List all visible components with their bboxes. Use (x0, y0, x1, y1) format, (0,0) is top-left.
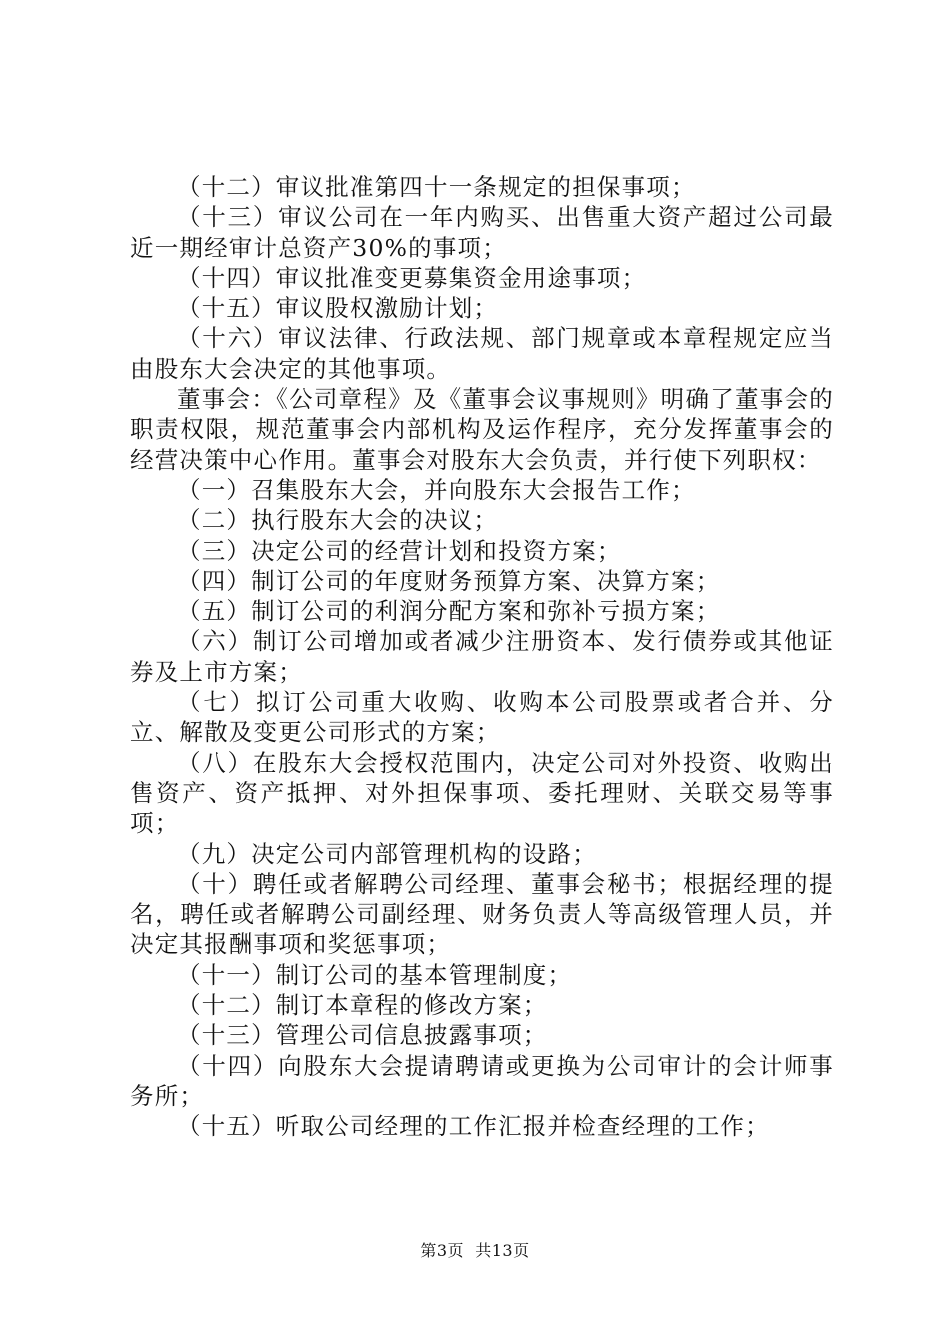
paragraph: 董事会：《公司章程》及《董事会议事规则》明确了董事会的职责权限，规范董事会内部机构及运作程序，充分发挥董事会的经营决策中心作用。董事会对股东大会负责，并行使下列职权： (130, 385, 834, 474)
document-body (130, 172, 834, 1142)
paragraph: （二）执行股东大会的决议； (177, 506, 499, 535)
paragraph: （十五）听取公司经理的工作汇报并检查经理的工作； (177, 1112, 770, 1141)
paragraph: （十五）审议股权激励计划； (177, 294, 499, 323)
paragraph: （十三）审议公司在一年内购买、出售重大资产超过公司最近一期经审计总资产30%的事项； (130, 203, 834, 262)
paragraph: （十四）审议批准变更募集资金用途事项； (177, 263, 647, 292)
paragraph: （十四）向股东大会提请聘请或更换为公司审计的会计师事务所； (130, 1051, 834, 1110)
paragraph: （十一）制订公司的基本管理制度； (177, 960, 573, 989)
paragraph: （九）决定公司内部管理机构的设路； (177, 839, 597, 868)
paragraph: （一）召集股东大会，并向股东大会报告工作； (177, 475, 696, 504)
paragraph: （五）制订公司的利润分配方案和弥补亏损方案； (177, 597, 721, 626)
page-footer (0, 1241, 950, 1261)
paragraph: （十六）审议法律、行政法规、部门规章或本章程规定应当由股东大会决定的其他事项。 (130, 324, 834, 383)
paragraph: （十三）管理公司信息披露事项； (177, 1021, 548, 1050)
paragraph: （四）制订公司的年度财务预算方案、决算方案； (177, 566, 721, 595)
page-number: 第3页 (420, 1241, 465, 1260)
paragraph: （七）拟订公司重大收购、收购本公司股票或者合并、分立、解散及变更公司形式的方案； (130, 688, 834, 747)
paragraph: （六）制订公司增加或者减少注册资本、发行债券或其他证券及上市方案； (130, 627, 834, 686)
paragraph: （十）聘任或者解聘公司经理、董事会秘书；根据经理的提名，聘任或者解聘公司副经理、财务负责人等高级管理人员，并决定其报酬事项和奖惩事项； (130, 869, 834, 959)
paragraph: （十二）审议批准第四十一条规定的担保事项； (177, 173, 696, 201)
paragraph: （十二）制订本章程的修改方案； (177, 991, 548, 1020)
paragraph: （三）决定公司的经营计划和投资方案； (177, 536, 622, 565)
page-total: 共13页 (475, 1241, 530, 1260)
paragraph: （八）在股东大会授权范围内，决定公司对外投资、收购出售资产、资产抵押、对外担保事项、委托理财、关联交易等事项； (130, 748, 834, 838)
